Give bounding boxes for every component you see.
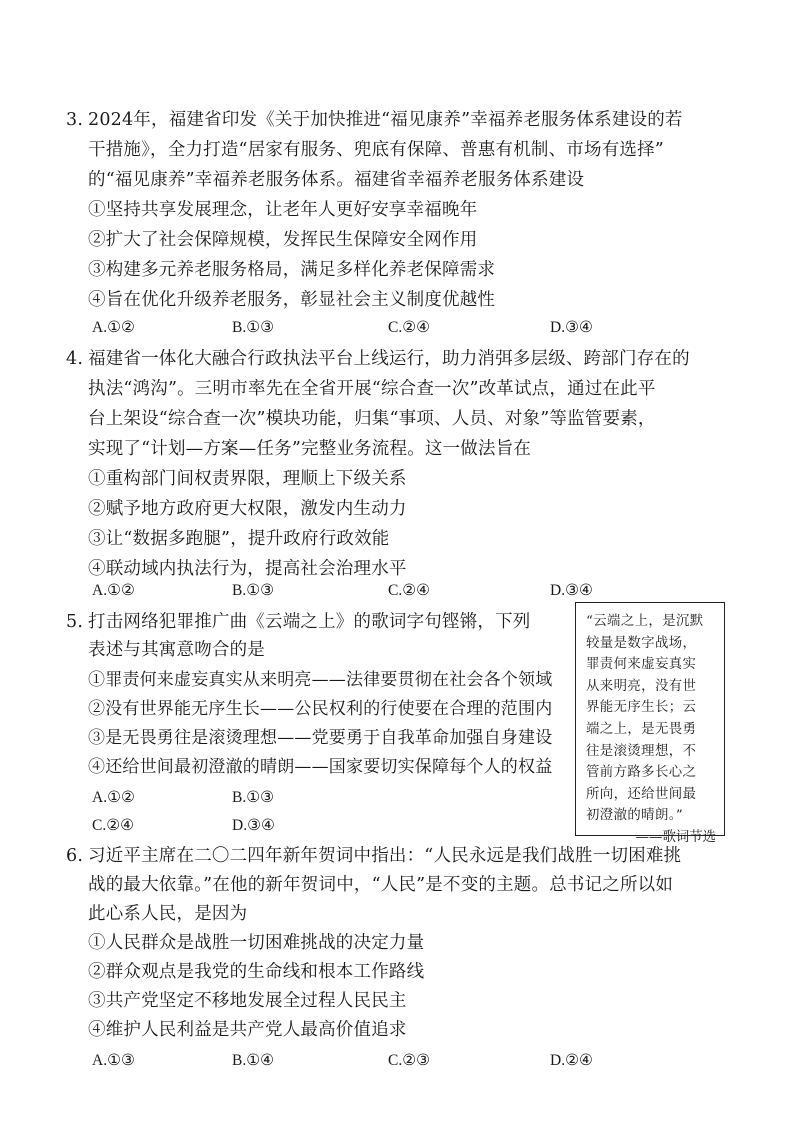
lyric-line: 端之上，是无畏勇: [586, 721, 697, 737]
statement-option: ④联动域内执法行为，提高社会治理水平: [88, 559, 407, 579]
lyric-line: 管前方路多长心之: [586, 765, 697, 781]
statement-option: ②群众观点是我党的生命线和根本工作路线: [88, 962, 425, 982]
statement-option: ①坚持共享发展理念，让老年人更好安享幸福晚年: [88, 200, 478, 220]
answer-choice-c[interactable]: C.②④: [92, 817, 135, 834]
lyric-line: 初澄澈的晴朗。”: [586, 808, 684, 824]
statement-option: ③共产党坚定不移地发展全过程人民民主: [88, 991, 407, 1011]
answer-choice-d[interactable]: D.③④: [550, 319, 593, 336]
statement-option: ①罪责何来虚妄真实从来明亮——法律要贯彻在社会各个领域: [88, 670, 553, 690]
statement-option: ④旨在优化升级养老服务，彰显社会主义制度优越性: [88, 290, 496, 310]
question-stem-line: 6. 习近平主席在二〇二四年新年贺词中指出：“人民永远是我们战胜一切困难挑: [66, 846, 682, 866]
question-number: 6.: [66, 846, 84, 866]
statement-option: ④还给世间最初澄澈的晴朗——国家要切实保障每个人的权益: [88, 757, 553, 777]
statement-option: ②扩大了社会保障规模，发挥民生保障安全网作用: [88, 230, 478, 250]
answer-choice-d[interactable]: D.②④: [550, 1052, 593, 1069]
answer-choice-b[interactable]: B.①③: [232, 789, 275, 806]
answer-choice-a[interactable]: A.①③: [92, 1052, 135, 1069]
question-stem-line: 的“福见康养”幸福养老服务体系。福建省幸福养老服务体系建设: [88, 170, 585, 190]
answer-choice-a[interactable]: A.①②: [92, 319, 135, 336]
answer-choice-c[interactable]: C.②③: [388, 1052, 431, 1069]
question-number: 3.: [66, 110, 84, 130]
answer-choice-d[interactable]: D.③④: [232, 817, 275, 834]
lyric-line: “云端之上，是沉默: [586, 614, 704, 629]
answer-choice-a[interactable]: A.①②: [92, 582, 135, 599]
statement-option: ③让“数据多跑腿”，提升政府行政效能: [88, 529, 390, 549]
statement-option: ③构建多元养老服务格局，满足多样化养老保障需求: [88, 260, 496, 280]
statement-option: ④维护人民利益是共产党人最高价值追求: [88, 1020, 407, 1040]
question-stem-line: 实现了“计划—方案—任务”完整业务流程。这一做法旨在: [88, 439, 532, 459]
question-stem-line: 台上架设“综合查一次”模块功能，归集“事项、人员、对象”等监管要素，: [88, 409, 656, 429]
answer-choice-a[interactable]: A.①②: [92, 789, 135, 806]
answer-choice-b[interactable]: B.①③: [232, 319, 275, 336]
question-stem-line: 4. 福建省一体化大融合行政执法平台上线运行，助力消弭多层级、跨部门存在的: [66, 349, 690, 369]
question-stem-line: 干措施》，全力打造“居家有服务、兜底有保障、普惠有机制、市场有选择”: [88, 140, 664, 160]
statement-option: ②没有世界能无序生长——公民权利的行使要在合理的范围内: [88, 699, 553, 719]
question-stem-line: 表述与其寓意吻合的是: [88, 640, 265, 660]
question-number: 5.: [66, 612, 84, 632]
question-stem-line: 战的最大依靠。”在他的新年贺词中，“人民”是不变的主题。总书记之所以如: [88, 875, 674, 895]
lyric-excerpt-box: [575, 602, 725, 845]
answer-choice-c[interactable]: C.②④: [388, 582, 431, 599]
question-stem-line: 此心系人民，是因为: [88, 904, 248, 924]
lyric-line: 罪责何来虚妄真实: [586, 657, 697, 673]
statement-option: ①人民群众是战胜一切困难挑战的决定力量: [88, 933, 425, 953]
lyric-line: 从来明亮，没有世: [586, 678, 697, 694]
statement-option: ①重构部门间权责界限，理顺上下级关系: [88, 469, 407, 489]
question-stem-line: 3. 2024年，福建省印发《关于加快推进“福见康养”幸福养老服务体系建设的若: [66, 110, 683, 130]
statement-option: ③是无畏勇往是滚烫理想——党要勇于自我革命加强自身建设: [88, 728, 553, 748]
lyric-line: 较量是数字战场，: [586, 635, 697, 651]
answer-choice-c[interactable]: C.②④: [388, 319, 431, 336]
question-stem-line: 执法“鸿沟”。三明市率先在全省开展“综合查一次”改革试点，通过在此平: [88, 379, 656, 399]
answer-choice-d[interactable]: D.③④: [550, 582, 593, 599]
lyric-line: 往是滚烫理想，不: [586, 743, 697, 759]
lyric-line: 界能无序生长；云: [586, 700, 697, 716]
question-number: 4.: [66, 349, 84, 369]
statement-option: ②赋予地方政府更大权限，激发内生动力: [88, 499, 407, 519]
answer-choice-b[interactable]: B.①③: [232, 582, 275, 599]
lyric-source: ——歌词节选: [635, 829, 716, 845]
question-stem-line: 5. 打击网络犯罪推广曲《云端之上》的歌词字句铿锵，下列: [66, 612, 531, 632]
answer-choice-b[interactable]: B.①④: [232, 1052, 275, 1069]
lyric-line: 所向，还给世间最: [586, 786, 697, 802]
